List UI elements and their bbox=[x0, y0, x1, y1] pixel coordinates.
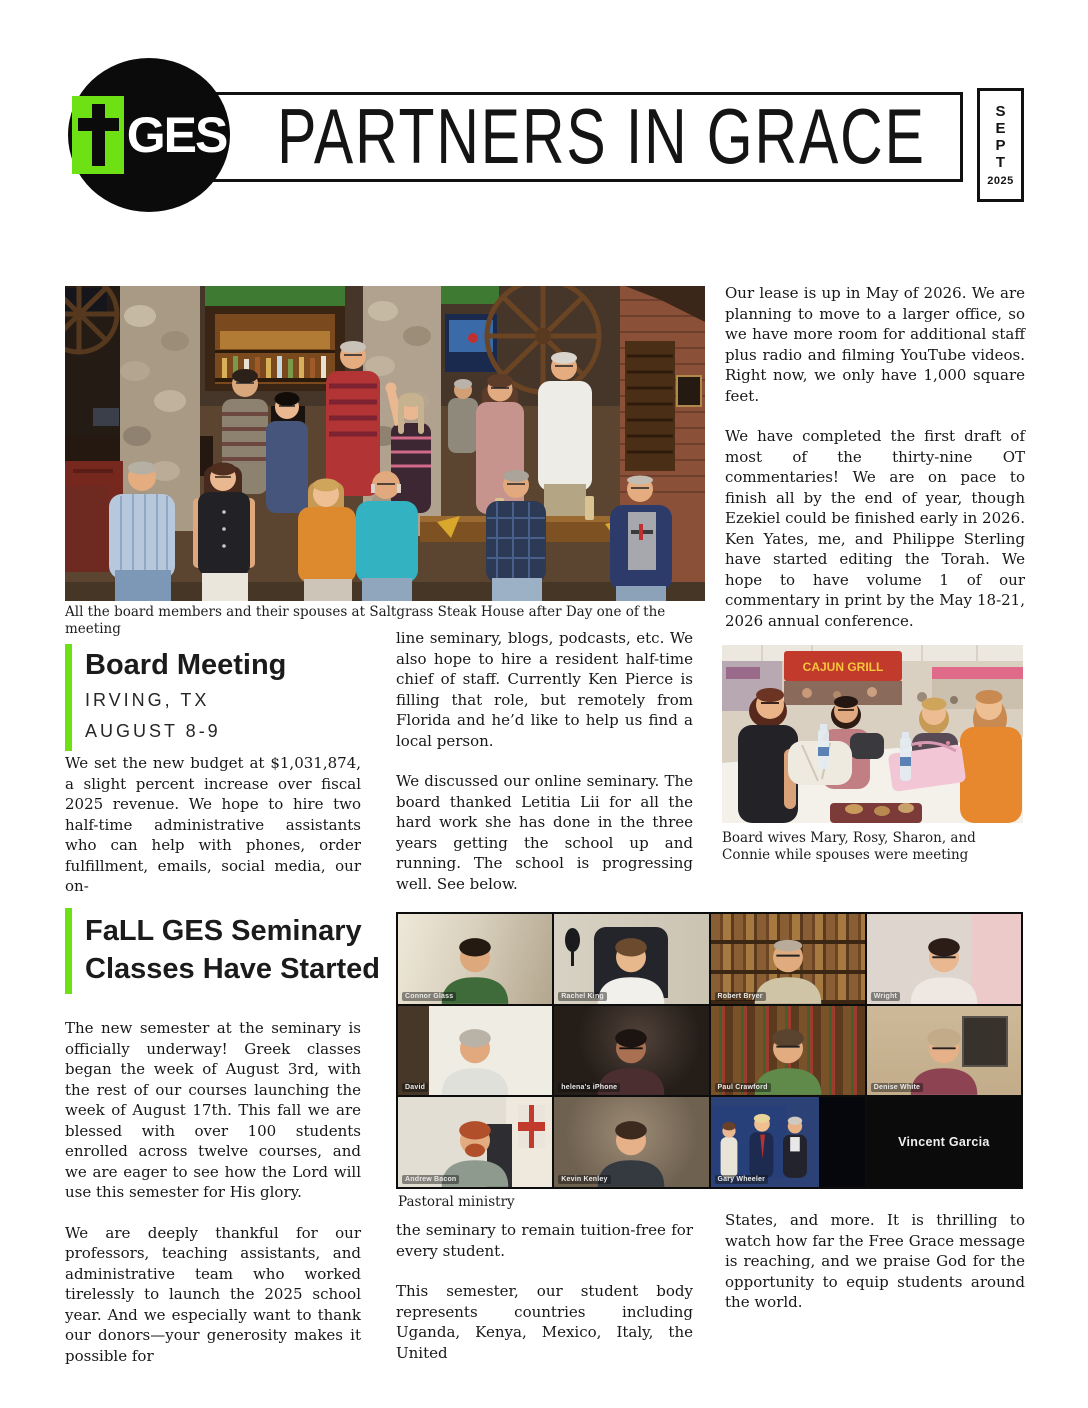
participant-avatar bbox=[425, 1025, 525, 1095]
board-wives-illustration bbox=[722, 645, 1023, 823]
video-tile bbox=[398, 1097, 552, 1187]
group-photo bbox=[711, 1097, 819, 1187]
participant-name: Andrew Bacon bbox=[402, 1175, 459, 1184]
participant-name: Denise White bbox=[871, 1083, 923, 1092]
seminary-heading bbox=[65, 908, 385, 994]
participant-name: Wright bbox=[871, 992, 900, 1001]
free-grace-paragraph: States, and more. It is thrilling to watch how far the Free Grace message is reaching, and we praise God for the opportunity to equip students around the world. bbox=[725, 1211, 1025, 1311]
issue-year: 2025 bbox=[987, 175, 1014, 187]
board-meeting-location: IRVING, TX bbox=[85, 690, 210, 710]
video-tile bbox=[711, 914, 865, 1004]
food-court-sign: CAJUN GRILL bbox=[802, 660, 884, 674]
board-dinner-caption: All the board members and their spouses at Saltgrass Steak House after Day one of the meeting bbox=[65, 604, 666, 637]
tuition-paragraph: the seminary to remain tuition-free for every student. bbox=[396, 1221, 693, 1260]
logo-text: GES bbox=[126, 107, 227, 163]
board-meeting-col2 bbox=[396, 628, 693, 914]
seminary-col2 bbox=[396, 1220, 693, 1383]
cross-icon bbox=[72, 96, 124, 174]
video-tile bbox=[398, 914, 552, 1004]
video-tile bbox=[867, 914, 1021, 1004]
budget-paragraph: We set the new budget at $1,031,874, a slight percent increase over fiscal 2025 revenue. We hope to hire two half-time administrative assistants who can help with phones, order fulfillment, emails, social media, our on- bbox=[65, 754, 361, 895]
board-meeting-heading bbox=[65, 644, 375, 751]
board-dinner-illustration bbox=[65, 286, 705, 601]
seminary-title-line1: FaLL GES Seminary bbox=[85, 915, 362, 947]
issue-date-box bbox=[977, 88, 1024, 202]
participant-name: Kevin Kenley bbox=[558, 1175, 610, 1184]
video-tile-camera-off bbox=[867, 1097, 1021, 1187]
masthead-title-box bbox=[112, 92, 963, 182]
video-tile bbox=[554, 914, 708, 1004]
video-tile bbox=[554, 1006, 708, 1096]
participant-name: Gary Wheeler bbox=[715, 1175, 769, 1184]
seminary-title-line2: Classes Have Started bbox=[85, 953, 380, 985]
video-tile bbox=[711, 1097, 865, 1187]
participant-avatar bbox=[894, 934, 994, 1004]
pastoral-video-call-photo bbox=[396, 912, 1023, 1189]
month-letter: T bbox=[995, 154, 1006, 171]
participant-name: Connor Glass bbox=[402, 992, 456, 1001]
thankful-paragraph: We are deeply thankful for our professors, teaching assistants, and administrative team who worked tirelessly to launch the 2025 school year. And we especially want to thank our donors—your generosity makes it possible for bbox=[65, 1223, 361, 1365]
month-letter: E bbox=[995, 120, 1006, 137]
commentaries-paragraph: We have completed the first draft of most of the thirty-nine OT commentaries! We are on pace to finish all by the end of year, though Ezekiel could be finished early in 2026. Ken Yates, me, and Philippe Sterling have started editing the Torah. We hope to have volume 1 of our commentary in print by the May 18-21, 2026 annual conference. bbox=[725, 427, 1025, 630]
video-tile bbox=[867, 1006, 1021, 1096]
board-dinner-photo bbox=[65, 286, 705, 601]
participant-name: Vincent Garcia bbox=[898, 1135, 990, 1150]
participant-name: Rachel King bbox=[558, 992, 607, 1001]
staff-paragraph: line seminary, blogs, podcasts, etc. We also hope to hire a resident half-time chief of staff. Currently Ken Pierce is filling that role, but remotely from Florida and he’d like to help us find a local person. bbox=[396, 629, 693, 750]
month-letter: S bbox=[995, 103, 1006, 120]
countries-paragraph: This semester, our student body represents countries including Uganda, Kenya, Mexico, Italy, the United bbox=[396, 1282, 693, 1362]
board-meeting-dates: AUGUST 8-9 bbox=[85, 721, 221, 741]
semester-paragraph: The new semester at the seminary is officially underway! Greek classes began the week of August 3rd, with the rest of our courses launching the week of August 17th. This fall we are blessed with over 100 students enrolled across twelve courses, and we are eager to see how the Lord will use this semester for His glory. bbox=[65, 1019, 361, 1201]
ges-logo bbox=[68, 58, 230, 212]
video-tile bbox=[711, 1006, 865, 1096]
seminary-col3 bbox=[725, 1210, 1025, 1333]
participant-name: Robert Bryer bbox=[715, 992, 766, 1001]
lease-paragraph: Our lease is up in May of 2026. We are planning to move to a larger office, so we have more room for additional staff plus radio and filming YouTube videos. Right now, we only have 1,000 square feet. bbox=[725, 284, 1025, 405]
updates-column bbox=[725, 283, 1025, 651]
participant-name: Paul Crawford bbox=[715, 1083, 771, 1092]
month-letter: P bbox=[995, 137, 1006, 154]
participant-name: David bbox=[402, 1083, 428, 1092]
microphone-icon bbox=[565, 928, 580, 952]
board-wives-caption: Board wives Mary, Rosy, Sharon, and Connie while spouses were meeting bbox=[722, 830, 976, 863]
seminary-col1 bbox=[65, 1018, 361, 1386]
board-wives-photo bbox=[722, 645, 1023, 823]
board-meeting-title: Board Meeting bbox=[85, 649, 287, 681]
video-tile bbox=[554, 1097, 708, 1187]
pastoral-caption: Pastoral ministry bbox=[398, 1194, 515, 1210]
online-seminary-paragraph: We discussed our online seminary. The board thanked Letitia Lii for all the hard work she has done in the three years getting the school up and running. The school is progressing well. See below. bbox=[396, 772, 693, 893]
newsletter-title: PARTNERS IN GRACE bbox=[277, 93, 926, 181]
participant-name: helena's iPhone bbox=[558, 1083, 620, 1092]
video-tile bbox=[398, 1006, 552, 1096]
board-meeting-col1 bbox=[65, 753, 361, 917]
